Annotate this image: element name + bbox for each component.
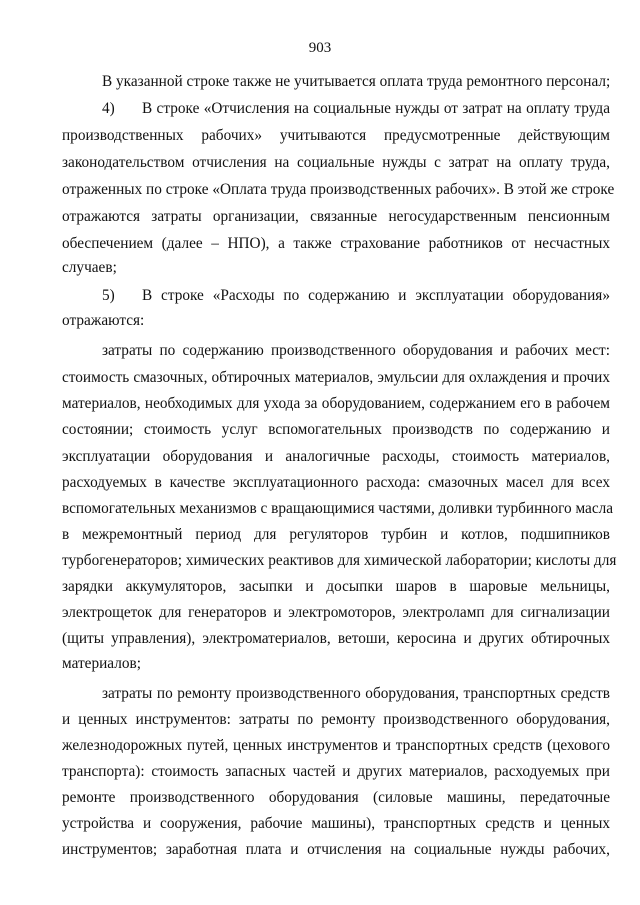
text-line-21: электрощеток для генераторов и электромоторов, электроламп для сигнализации xyxy=(62,604,610,621)
text-line-30: инструментов; заработная плата и отчисления на социальные нужды рабочих, xyxy=(62,841,610,858)
text-line-7: обеспечением (далее – НПО), а также страхование работников от несчастных xyxy=(62,235,610,252)
text-line-26: железнодорожных путей, ценных инструментов и транспортных средств (цехового xyxy=(62,737,610,754)
text-line-16: расходуемых в качестве эксплуатационного расхода: смазочных масел для всех xyxy=(62,474,610,491)
text-line-10: отражаются: xyxy=(62,312,145,329)
page-number: 903 xyxy=(308,40,332,56)
text-line-13: материалов, необходимых для ухода за оборудованием, содержанием его в рабочем xyxy=(62,395,610,412)
text-line-15: эксплуатации оборудования и аналогичные расходы, стоимость материалов, xyxy=(62,448,610,465)
text-line-22: (щиты управления), электроматериалов, ветоши, керосина и других обтирочных xyxy=(62,630,610,647)
list-item-5-text: В строке «Расходы по содержанию и эксплуатации оборудования» xyxy=(142,287,610,304)
text-line-6: отражаются затраты организации, связанные негосударственным пенсионным xyxy=(62,208,610,225)
text-line-4: законодательством отчисления на социальные нужды с затрат на оплату труда, xyxy=(62,154,610,171)
text-line-8: случаев; xyxy=(62,259,117,276)
list-item-4-text: В строке «Отчисления на социальные нужды от затрат на оплату труда xyxy=(142,100,610,117)
text-line-11: затраты по содержанию производственного оборудования и рабочих мест: xyxy=(102,342,610,359)
list-item-5 xyxy=(102,286,610,306)
text-line-19: турбогенераторов; химических реактивов для химической лаборатории; кислоты для xyxy=(62,552,617,569)
text-line-27: транспорта): стоимость запасных частей и других материалов, расходуемых при xyxy=(62,763,610,780)
text-line-23: материалов; xyxy=(62,655,141,672)
text-line-18: в межремонтный период для регуляторов турбин и котлов, подшипников xyxy=(62,526,610,543)
text-line-17: вспомогательных механизмов с вращающимися частями, доливки турбинного масла xyxy=(62,500,614,517)
list-marker-5: 5) xyxy=(102,287,115,304)
text-line-12: стоимость смазочных, обтирочных материалов, эмульсии для охлаждения и прочих xyxy=(62,369,610,386)
text-line-28: ремонте производственного оборудования (силовые машины, передаточные xyxy=(62,789,610,806)
text-line-1: В указанной строке также не учитывается оплата труда ремонтного персонал; xyxy=(102,73,611,90)
text-line-3: производственных рабочих» учитываются предусмотренные действующим xyxy=(62,127,610,144)
text-line-20: зарядки аккумуляторов, засыпки и досыпки шаров в шаровые мельницы, xyxy=(62,578,610,595)
text-line-14: состоянии; стоимость услуг вспомогательных производств по содержанию и xyxy=(62,421,610,438)
text-line-25: и ценных инструментов: затраты по ремонту производственного оборудования, xyxy=(62,711,610,728)
list-marker-4: 4) xyxy=(102,100,115,117)
text-line-5: отраженных по строке «Оплата труда производственных рабочих». В этой же строке xyxy=(62,181,615,198)
text-line-29: устройства и сооружения, рабочие машины), транспортных средств и ценных xyxy=(62,815,610,832)
text-line-24: затраты по ремонту производственного оборудования, транспортных средств xyxy=(102,685,610,702)
list-item-4 xyxy=(102,99,610,119)
